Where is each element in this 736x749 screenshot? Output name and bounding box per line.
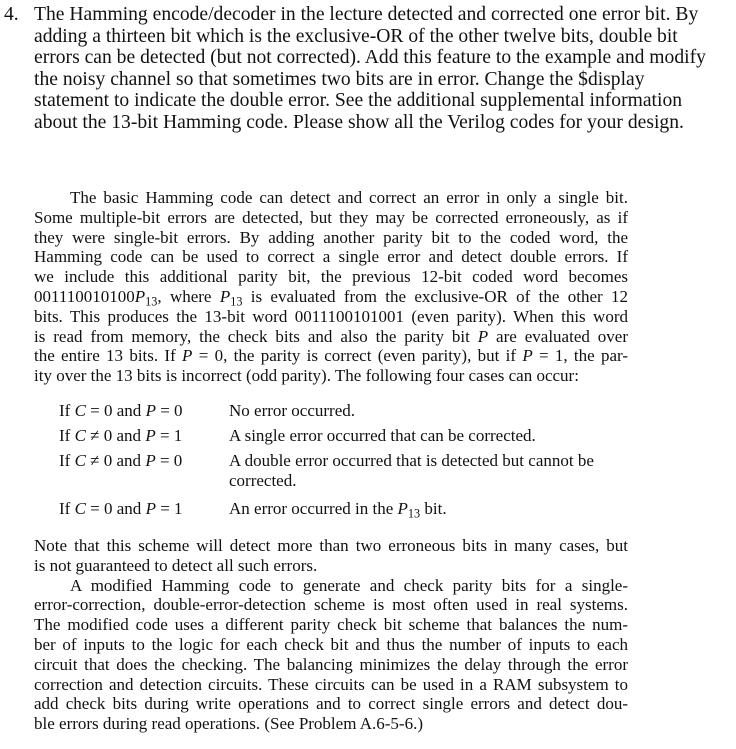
text-line [34,287,628,307]
text-line: add check bits during write operations and to correct single errors and detect dou- [34,694,628,714]
case-condition: If C ≠ 0 and P = 1 [59,426,183,445]
text-run: is read from memory, the check bits and also the parity bit [34,326,478,346]
text-run: is evaluated from the exclusive-OR of the other 12 [242,286,628,306]
subscript: 13 [145,294,158,309]
text-line: ber of inputs to the logic for each check bit and thus the number of inputs to each [34,634,628,654]
question-text [34,4,726,134]
parity-symbol: P [182,346,193,366]
case-condition: If C ≠ 0 and P = 0 [59,451,183,470]
parity-symbol: P [134,286,146,306]
text-line: ble errors during read operations. (See Problem A.6-5-6.) [34,714,423,734]
text-run: = 1, the par- [532,346,628,366]
if-word: If [59,451,71,470]
coded-word: 001110010100 [34,286,135,306]
text-run: are evaluated over [488,326,628,346]
text-line: they were single-bit errors. By adding another parity bit to the coded word, the [34,227,628,247]
text-line: we include this additional parity bit, the previous 12-bit coded word becomes [34,267,628,287]
question-line: about the 13-bit Hamming code. Please show all the Verilog codes for your design. [34,111,684,133]
case-description: A single error occurred that can be corrected. [229,426,536,445]
if-word: If [59,426,71,445]
subscript: 13 [230,294,243,309]
case-description: No error occurred. [229,401,356,420]
parity-symbol: P [477,326,489,346]
excerpt-paragraph-1 [34,188,628,386]
text-run: bit. [420,499,447,518]
parity-symbol: P [145,499,156,518]
parity-symbol: P [145,426,156,445]
text-line: ity over the 13 bits is incorrect (odd parity). The following four cases can occur: [34,366,579,386]
value: 0 [103,451,113,470]
text-line: The basic Hamming code can detect and correct an error in only a single bit. [70,188,628,207]
and-word: and [116,401,142,420]
text-line [34,327,628,347]
text-line: correction and detection circuits. These circuits can be used in a RAM subsystem to [34,674,628,694]
text-line: bits. This produces the 13-bit word 0011100101001 (even parity). When this word [34,306,628,326]
and-word: and [116,499,142,518]
and-word: and [116,426,142,445]
text-line: Hamming code can be used to correct a single error and detect double errors. If [34,247,628,267]
question-number: 4. [4,4,19,25]
case-row [59,499,619,524]
case-row [59,451,619,499]
text-run: = 0, the parity is correct (even parity), but if [192,346,523,366]
question-line: statement to indicate the double error. See the additional supplemental information [34,90,683,112]
operator: ≠ [90,426,100,445]
case-description: A double error occurred that is detected but cannot be corrected. [229,451,594,490]
value: 1 [174,499,183,518]
value: 0 [104,401,113,420]
parity-symbol: P [522,346,533,366]
text-line: circuit that does the checking. The balancing minimizes the delay through the error [34,654,628,674]
question-line: adding a thirteen bit which is the exclusive-OR of the other twelve bits, double bit [34,25,678,47]
text-line: is not guaranteed to detect all such errors. [34,555,318,575]
question-line: the noisy channel so that sometimes two bits are in error. Change the $display [34,68,645,90]
operator: = [90,401,100,420]
operator: ≠ [90,451,100,470]
and-word: and [116,451,142,470]
text-line: A modified Hamming code to generate and check parity bits for a single- [70,575,628,595]
check-symbol: C [74,401,86,420]
value: 1 [173,426,183,445]
text-line [34,346,628,366]
text-run: the entire 13 bits. If [34,346,183,366]
text-run: An error occurred in the [229,499,398,518]
question-line: errors can be detected (but not corrected). Add this feature to the example and modify [34,47,706,69]
parity-symbol: P [145,401,156,420]
value: 0 [174,401,183,420]
text-run: , where [157,286,220,306]
check-symbol: C [74,451,86,470]
case-condition: If C = 0 and P = 1 [59,499,183,518]
check-symbol: C [74,499,86,518]
value: 0 [104,499,113,518]
parity-symbol: P [397,499,408,518]
if-word: If [59,499,71,518]
cases-table [59,401,619,524]
case-description [229,499,619,524]
text-line: error-correction, double-error-detection scheme is most often used in real systems. [34,595,628,615]
parity-symbol: P [145,451,156,470]
case-row [59,426,619,451]
operator: = [90,499,100,518]
parity-symbol: P [219,286,231,306]
subscript: 13 [407,506,421,521]
value: 0 [173,451,183,470]
case-row [59,401,619,426]
text-line: The modified code uses a different parity check bit scheme that balances the num- [34,615,628,635]
question-line: The Hamming encode/decoder in the lecture detected and corrected one error bit. By [34,4,699,25]
value: 0 [103,426,113,445]
case-condition: If C = 0 and P = 0 [59,401,183,420]
text-line: Note that this scheme will detect more than two erroneous bits in many cases, but [34,536,628,555]
excerpt-paragraph-2 [34,536,628,734]
text-line: Some multiple-bit errors are detected, but they may be corrected erroneously, as if [34,207,628,227]
if-word: If [59,401,71,420]
check-symbol: C [74,426,86,445]
